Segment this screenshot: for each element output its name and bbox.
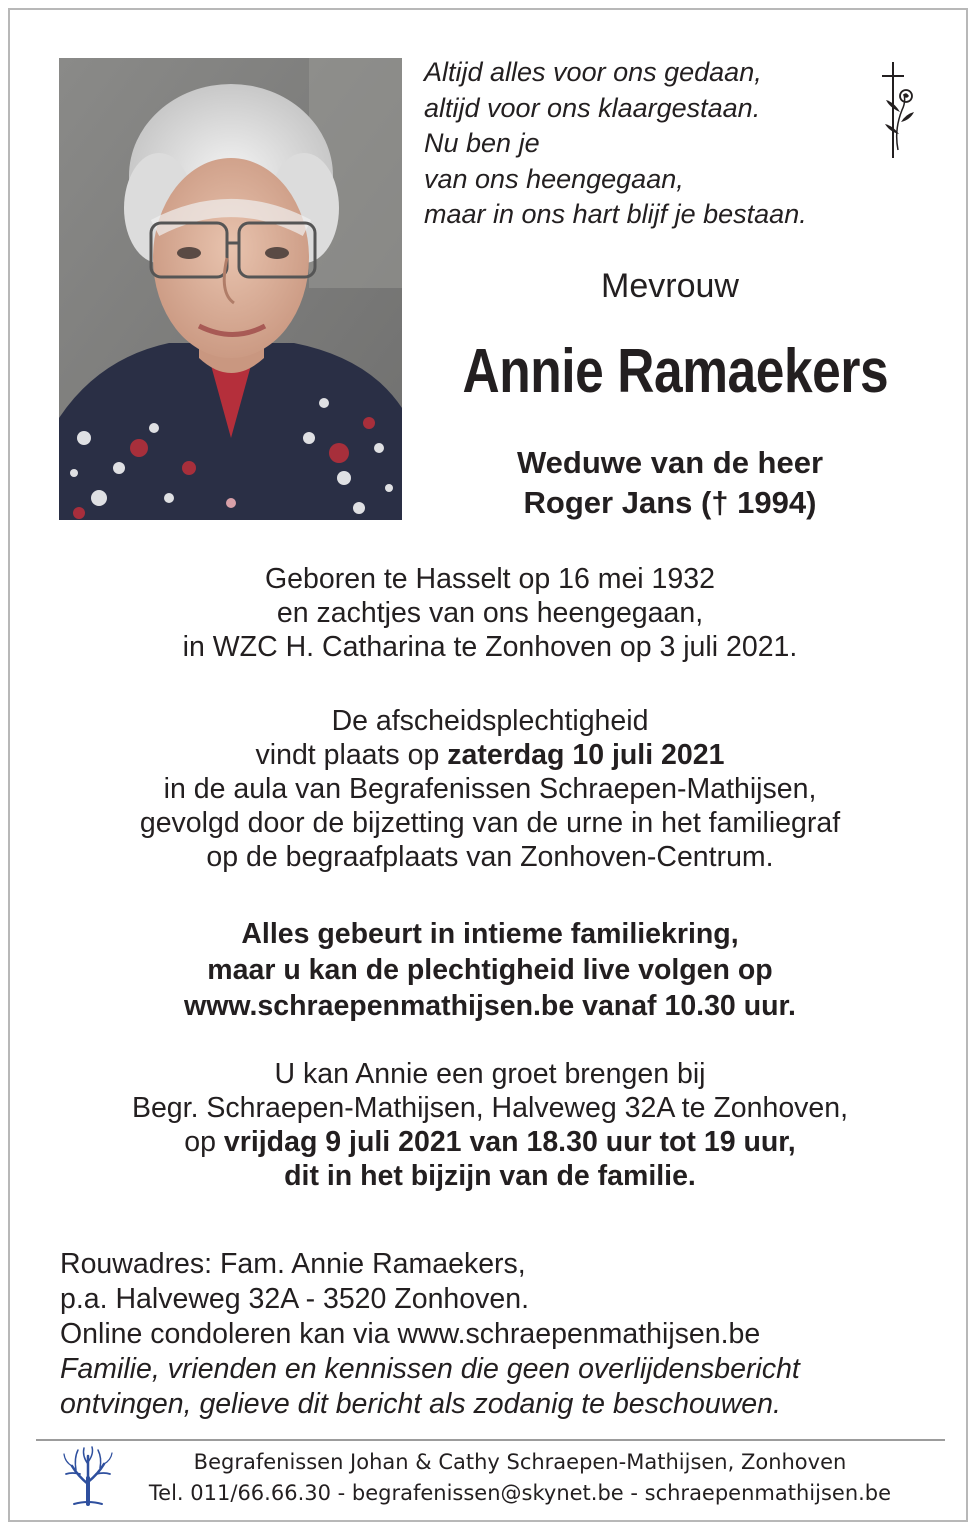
visit-line: Begr. Schraepen-Mathijsen, Halveweg 32A te Zonhoven, — [131, 1092, 849, 1124]
poem-line: maar in ons hart blijf je bestaan. — [424, 199, 807, 229]
ceremony-info — [40, 704, 940, 874]
poem — [424, 55, 874, 233]
widow-line: Weduwe van de heer — [516, 445, 824, 480]
visit-date-line — [40, 1125, 940, 1159]
ceremony-date: zaterdag 10 juli 2021 — [447, 739, 725, 771]
livestream-line: Alles gebeurt in intieme familiekring, — [241, 918, 739, 950]
ceremony-line: De afscheidsplechtigheid — [331, 705, 649, 737]
ceremony-line: gevolgd door de bijzetting van de urne in het familiegraf — [139, 807, 841, 839]
poem-line: Nu ben je — [424, 128, 540, 158]
notice-note: Familie, vrienden en kennissen die geen overlijdensbericht — [60, 1353, 800, 1385]
widow-line: Roger Jans († 1994) — [523, 485, 817, 520]
funeral-home-contact: Tel. 011/66.66.30 - begrafenissen@skynet.be - schraepenmathijsen.be — [148, 1481, 892, 1505]
visit-date-prefix: op — [184, 1126, 224, 1158]
visit-date: vrijdag 9 juli 2021 van 18.30 uur tot 19 uur, — [223, 1126, 796, 1158]
tree-logo-icon — [60, 1444, 116, 1508]
address-line: Rouwadres: Fam. Annie Ramaekers, — [60, 1248, 526, 1280]
funeral-home-footer — [120, 1447, 920, 1509]
deceased-name: Annie Ramaekers — [462, 337, 889, 406]
condolence-line: Online condoleren kan via www.schraepenmathijsen.be — [60, 1318, 761, 1350]
ceremony-date-line — [40, 738, 940, 772]
widow-of — [420, 443, 920, 523]
poem-line: Altijd alles voor ons gedaan, — [424, 57, 762, 87]
visitation-info — [40, 1057, 940, 1193]
footer-divider — [36, 1439, 945, 1441]
livestream-line: www.schraepenmathijsen.be vanaf 10.30 uur. — [184, 990, 796, 1022]
ceremony-line: in de aula van Begrafenissen Schraepen-Mathijsen, — [163, 773, 817, 805]
birth-death-info — [40, 562, 940, 664]
livestream-notice — [40, 916, 940, 1024]
ceremony-line: op de begraafplaats van Zonhoven-Centrum. — [206, 841, 774, 873]
address-line: p.a. Halveweg 32A - 3520 Zonhoven. — [60, 1283, 529, 1315]
livestream-line: maar u kan de plechtigheid live volgen op — [207, 954, 773, 986]
mourning-address — [60, 1247, 940, 1422]
born-line: in WZC H. Catharina te Zonhoven op 3 juli 2021. — [182, 631, 798, 663]
born-line: Geboren te Hasselt op 16 mei 1932 — [265, 563, 715, 595]
deceased-title: Mevrouw — [601, 267, 739, 305]
visit-line: dit in het bijzijn van de familie. — [284, 1160, 696, 1192]
cross-with-rose-icon — [874, 60, 920, 160]
ceremony-date-prefix: vindt plaats op — [255, 739, 448, 771]
poem-line: van ons heengegaan, — [424, 163, 684, 194]
poem-line: altijd voor ons klaargestaan. — [424, 92, 761, 123]
notice-note: ontvingen, gelieve dit bericht als zodanig te beschouwen. — [60, 1388, 781, 1420]
visit-line: U kan Annie een groet brengen bij — [274, 1058, 706, 1090]
born-line: en zachtjes van ons heengegaan, — [276, 597, 704, 629]
portrait-photo — [59, 58, 402, 520]
funeral-home-name: Begrafenissen Johan & Cathy Schraepen-Mathijsen, Zonhoven — [193, 1450, 847, 1474]
